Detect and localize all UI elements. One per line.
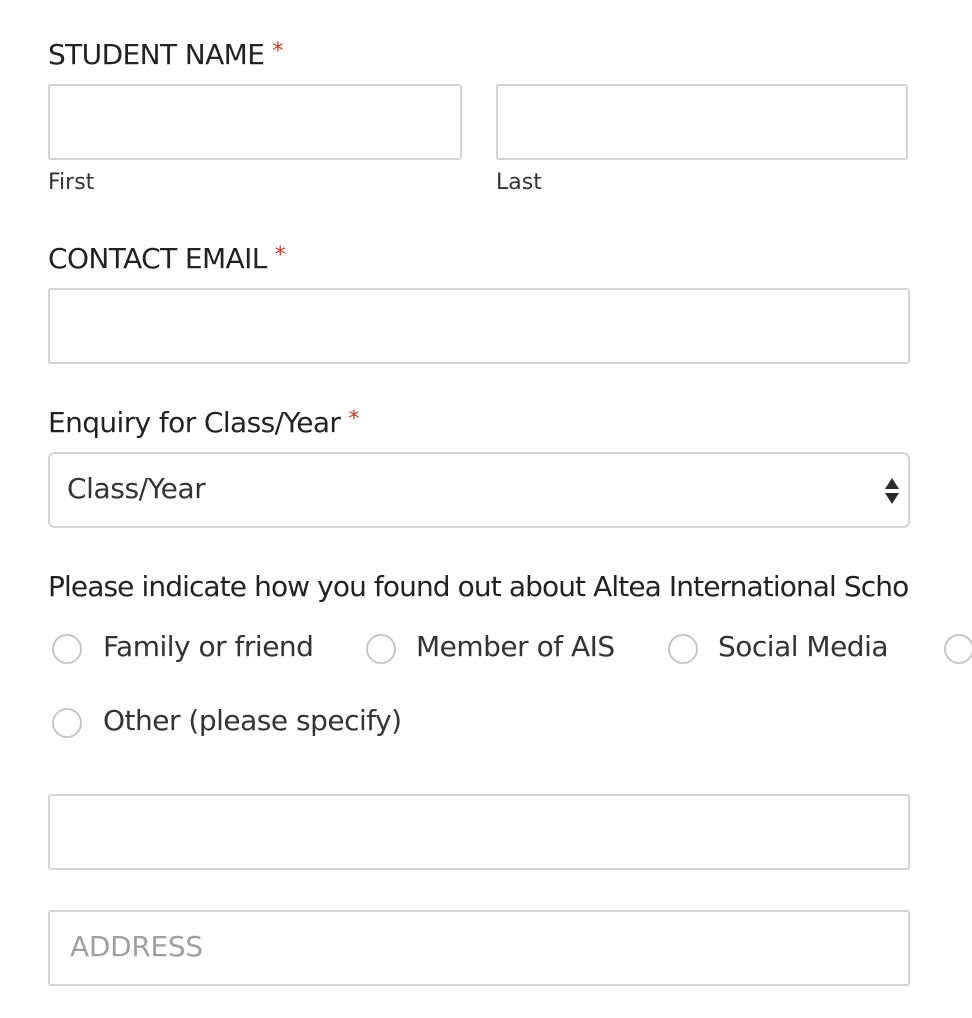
contact-email-label	[48, 242, 285, 275]
other-specify-input[interactable]	[48, 794, 910, 870]
radio-social-media[interactable]	[668, 634, 698, 664]
enquiry-label-text: Enquiry for Class/Year	[48, 406, 341, 439]
address-input[interactable]	[48, 910, 910, 986]
radio-label-member-of-ais[interactable]: Member of AIS	[416, 630, 615, 663]
last-name-sublabel: Last	[496, 170, 542, 195]
last-name-input[interactable]	[496, 84, 908, 160]
radio-member-of-ais[interactable]	[366, 634, 396, 664]
radio-label-social-media[interactable]: Social Media	[718, 630, 889, 663]
contact-email-label-text: CONTACT EMAIL	[48, 242, 267, 275]
found-out-question: Please indicate how you found out about Altea International Scho	[48, 570, 909, 603]
required-asterisk: *	[272, 39, 283, 64]
enquiry-label	[48, 406, 359, 439]
class-year-select[interactable]	[48, 452, 910, 528]
required-asterisk: *	[348, 407, 359, 432]
first-name-sublabel: First	[48, 170, 95, 195]
radio-other[interactable]	[52, 708, 82, 738]
required-asterisk: *	[274, 243, 286, 268]
radio-label-family-or-friend[interactable]: Family or friend	[103, 630, 314, 663]
contact-email-input[interactable]	[48, 288, 910, 364]
student-name-label	[48, 38, 283, 71]
address-placeholder: ADDRESS	[70, 930, 203, 963]
first-name-input[interactable]	[48, 84, 462, 160]
class-year-selected-value: Class/Year	[67, 472, 206, 505]
radio-option-4[interactable]	[944, 634, 972, 664]
radio-family-or-friend[interactable]	[52, 634, 82, 664]
student-name-label-text: STUDENT NAME	[48, 38, 265, 71]
select-updown-arrows-icon	[884, 476, 900, 506]
radio-label-other[interactable]: Other (please specify)	[103, 704, 402, 737]
